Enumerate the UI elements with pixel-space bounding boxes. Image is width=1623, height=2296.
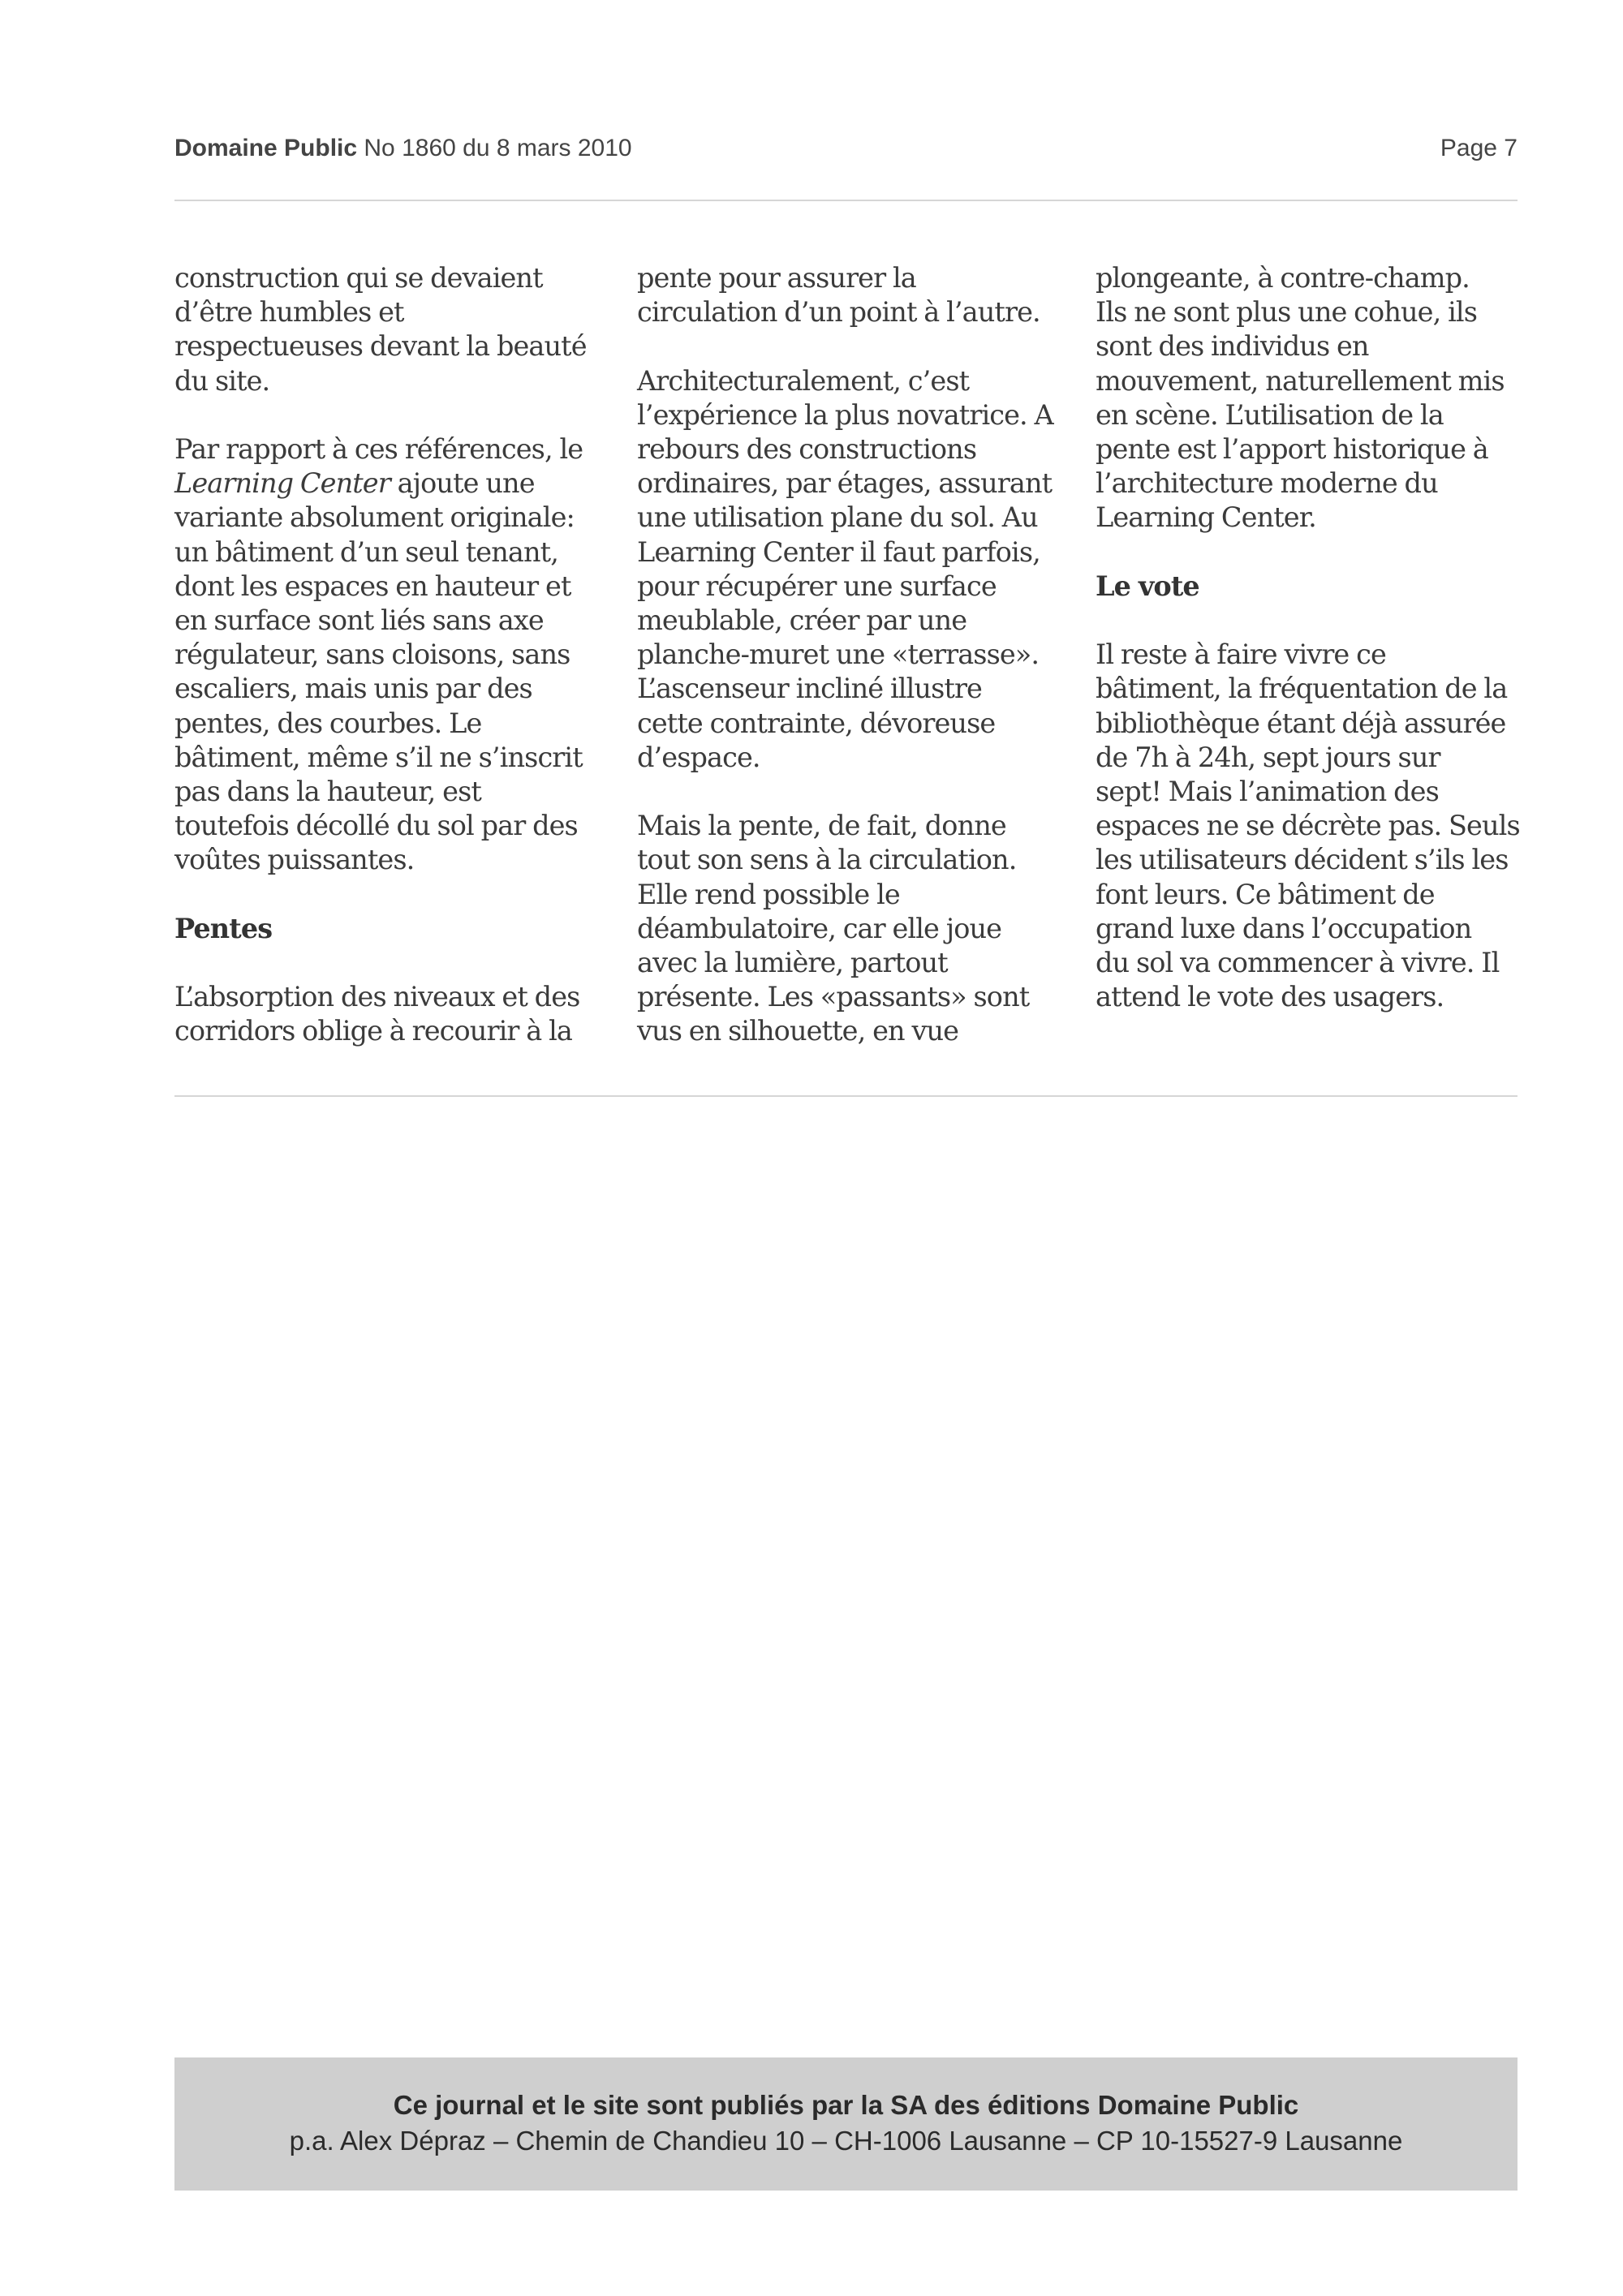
text-line: toutefois décollé du sol par des (174, 810, 578, 842)
paragraph (637, 809, 1079, 1048)
text-line: meublable, créer par une (637, 604, 967, 637)
text-line: bâtiment, la fréquentation de la (1096, 673, 1508, 705)
text-line: un bâtiment d’un seul tenant, (174, 535, 558, 568)
text-line: Mais la pente, de fait, donne (637, 810, 1006, 842)
paragraph (1096, 638, 1538, 1014)
text-line: cette contrainte, dévoreuse (637, 707, 996, 739)
text-line: Pentes (174, 912, 273, 944)
text-line: mouvement, naturellement mis (1096, 364, 1505, 397)
page-header (174, 135, 1518, 167)
text-line: Learning Center ajoute une (174, 467, 535, 500)
text-line: présente. Les «passants» sont (637, 981, 1030, 1013)
text-line: construction qui se devaient (174, 262, 543, 294)
text-line: voûtes puissantes. (174, 844, 415, 876)
text-line: en surface sont liés sans axe (174, 604, 544, 637)
text-line: planche-muret une «terrasse». (637, 638, 1040, 671)
text-line: respectueuses devant la beauté (174, 330, 587, 363)
text-line: l’expérience la plus novatrice. A (637, 398, 1053, 431)
text-line: du sol va commencer à vivre. Il (1096, 947, 1500, 979)
text-line: avec la lumière, partout (637, 947, 948, 979)
text-line: une utilisation plane du sol. Au (637, 501, 1038, 534)
text-line: Par rapport à ces références, le (174, 433, 583, 465)
paragraph (174, 261, 617, 398)
italic-term: Learning Center (174, 467, 390, 500)
text-line: tout son sens à la circulation. (637, 844, 1017, 876)
text-line: escaliers, mais unis par des (174, 673, 532, 705)
footer-publisher-line: Ce journal et le site sont publiés par la SA des éditions Domaine Public (393, 2090, 1299, 2120)
text-line: de 7h à 24h, sept jours sur (1096, 741, 1440, 773)
article-column-3 (1096, 261, 1538, 1049)
issue-info: No 1860 du 8 mars 2010 (364, 135, 632, 161)
text-line: pentes, des courbes. Le (174, 707, 482, 739)
text-line: circulation d’un point à l’autre. (637, 296, 1040, 329)
paragraph (1096, 261, 1538, 535)
text-line: régulateur, sans cloisons, sans (174, 638, 570, 671)
text-line: espaces ne se décrète pas. Seuls (1096, 810, 1520, 842)
text-line: sont des individus en (1096, 330, 1369, 363)
text-line: Learning Center il faut parfois, (637, 535, 1040, 568)
paragraph (174, 432, 617, 878)
text-line: sept! Mais l’animation des (1096, 776, 1439, 808)
text-line: vus en silhouette, en vue (637, 1015, 959, 1047)
paragraph (637, 261, 1079, 329)
text-line: d’espace. (637, 741, 760, 773)
text-line: bibliothèque étant déjà assurée (1096, 707, 1506, 739)
text-line: Architecturalement, c’est (637, 364, 970, 397)
text-line: pas dans la hauteur, est (174, 776, 481, 808)
section-heading (1096, 570, 1538, 604)
text-line: attend le vote des usagers. (1096, 981, 1444, 1013)
text-line: l’architecture moderne du (1096, 467, 1438, 500)
header-divider (174, 200, 1518, 201)
text-line: ordinaires, par étages, assurant (637, 467, 1053, 500)
paragraph (174, 980, 617, 1048)
text-line: corridors oblige à recourir à la (174, 1015, 572, 1047)
text-line: pour récupérer une surface (637, 570, 997, 602)
text-line: Elle rend possible le (637, 878, 900, 910)
paragraph (637, 364, 1079, 775)
text-line: Learning Center. (1096, 501, 1316, 534)
text-line: pente pour assurer la (637, 262, 916, 294)
text-line: plongeante, à contre-champ. (1096, 262, 1470, 294)
text-line: grand luxe dans l’occupation (1096, 912, 1472, 944)
text-line: Le vote (1096, 570, 1199, 602)
publisher-footer (174, 2057, 1518, 2191)
text-line: d’être humbles et (174, 296, 404, 329)
article-end-divider (174, 1095, 1518, 1097)
section-heading (174, 912, 617, 946)
text-line: en scène. L’utilisation de la (1096, 398, 1444, 431)
footer-address-line: p.a. Alex Dépraz – Chemin de Chandieu 10 – CH-1006 Lausanne – CP 10-15527-9 Lausanne (289, 2126, 1403, 2156)
text-line: L’ascenseur incliné illustre (637, 673, 982, 705)
publication-name: Domaine Public (174, 135, 358, 161)
text-line: les utilisateurs décident s’ils les (1096, 844, 1509, 876)
text-line: rebours des constructions (637, 433, 977, 465)
text-line: variante absolument originale: (174, 501, 575, 534)
text-line: Il reste à faire vivre ce (1096, 638, 1386, 671)
article-column-1 (174, 261, 617, 1083)
text-line: bâtiment, même s’il ne s’inscrit (174, 741, 583, 773)
text-line: dont les espaces en hauteur et (174, 570, 571, 602)
text-line: du site. (174, 364, 270, 397)
text-line: font leurs. Ce bâtiment de (1096, 878, 1435, 910)
text-line: déambulatoire, car elle joue (637, 912, 1002, 944)
text-line: L’absorption des niveaux et des (174, 981, 580, 1013)
text-line: Ils ne sont plus une cohue, ils (1096, 296, 1478, 329)
text-line: pente est l’apport historique à (1096, 433, 1488, 466)
page-number: Page 7 (1440, 135, 1518, 161)
article-column-2 (637, 261, 1079, 1083)
